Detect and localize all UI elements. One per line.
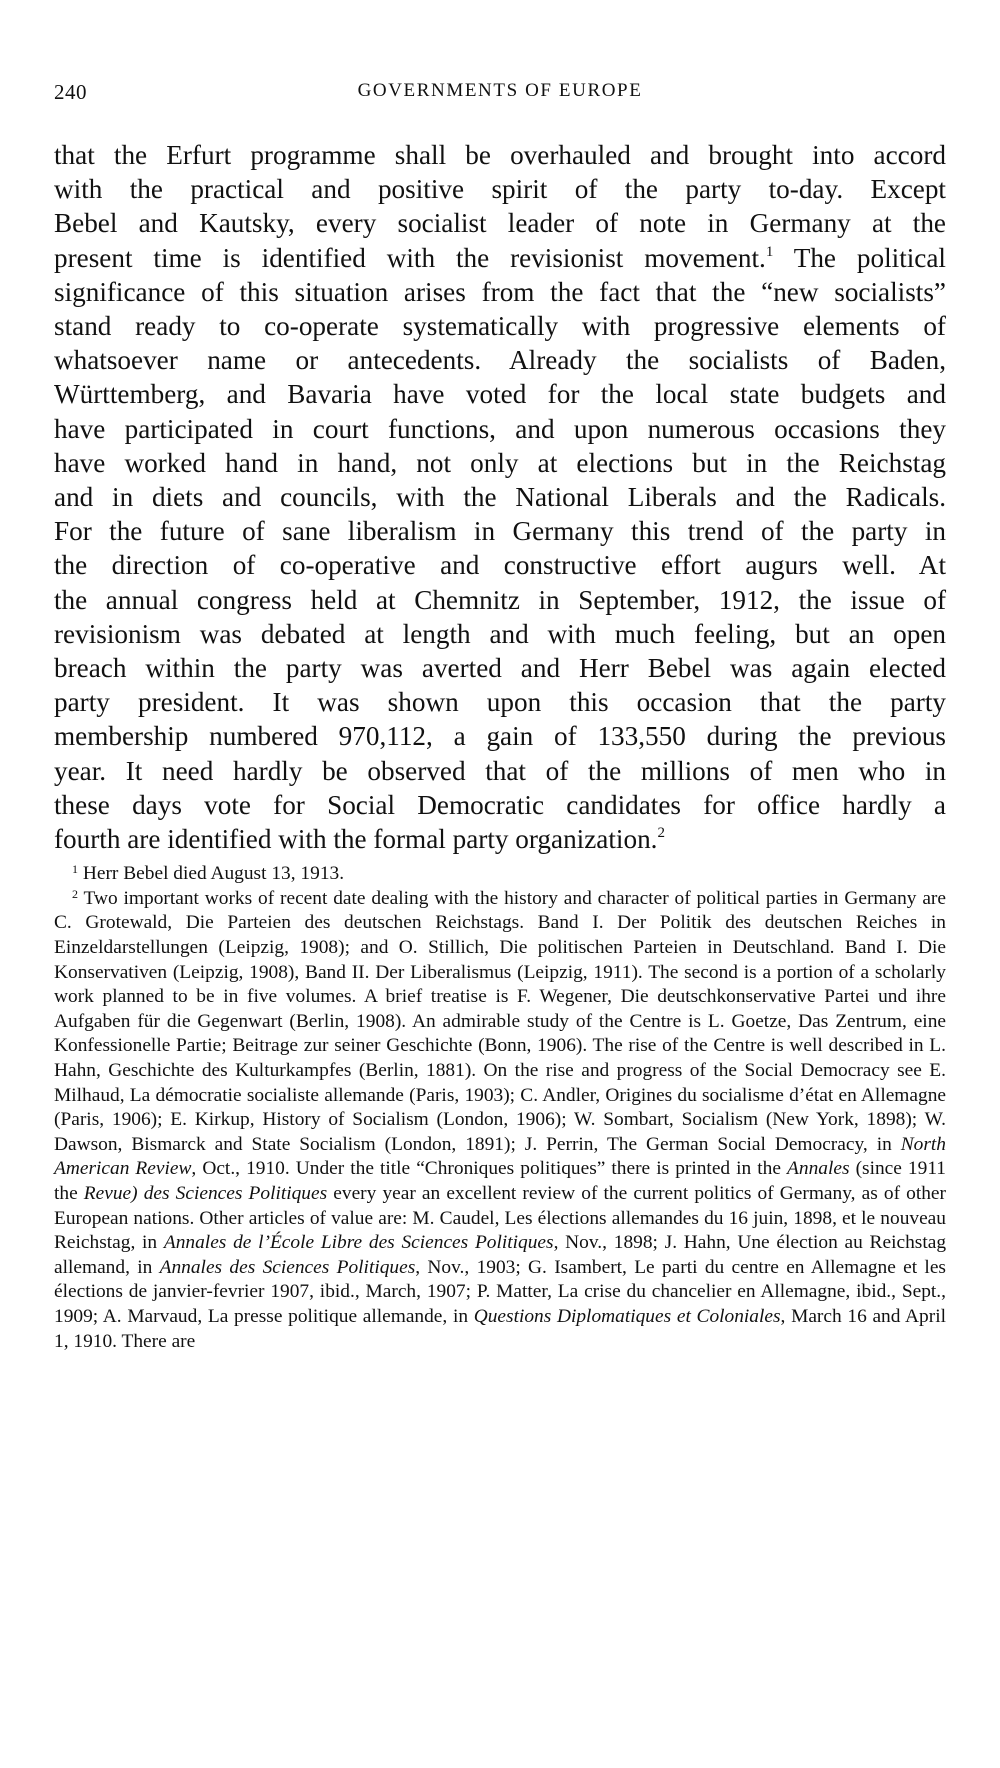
footnote-text: (since 1911 the	[54, 1158, 946, 1204]
body-line: party president. It was shown upon this occasion that the party	[54, 687, 946, 718]
body-line: membership numbered 970,112, a gain of 133,550 during the previous	[54, 721, 946, 752]
body-line	[54, 241, 946, 275]
body-line: significance of this situation arises from the fact that the “new socialists”	[54, 276, 946, 307]
body-line: For the future of sane liberalism in Germany this trend of the party in	[54, 516, 946, 547]
body-line: have participated in court functions, and upon numerous occasions they	[54, 413, 946, 444]
body-line: revisionism was debated at length and with much feeling, but an open	[54, 618, 946, 649]
body-line: Bebel and Kautsky, every socialist leader of note in Germany at the	[54, 208, 946, 239]
body-line: stand ready to co-operate systematically with progressive elements of	[54, 311, 946, 342]
footnote-text: , March 16 and April 1, 1910. There are	[54, 1305, 946, 1352]
citation-title: Annales des Sciences Politiques	[159, 1256, 416, 1278]
footnote-text: Herr Bebel died August 13, 1913.	[82, 863, 345, 885]
running-head	[54, 72, 946, 108]
citation-title: Questions Diplomatiques et Coloniales	[473, 1305, 781, 1327]
body-line: the annual congress held at Chemnitz in September, 1912, the issue of	[54, 584, 946, 615]
body-line: whatsoever name or antecedents. Already the socialists of Baden,	[54, 345, 946, 376]
footnotes	[54, 862, 946, 1354]
citation-title: Annales de l’École Libre des Sciences Politiques	[163, 1232, 554, 1254]
body-line: have worked hand in hand, not only at elections but in the Reichstag	[54, 447, 946, 478]
citation-title: North American Review	[54, 1133, 946, 1180]
citation-title: Revue) des Sciences Politiques	[83, 1182, 328, 1204]
footnote-ref-2: 2	[657, 825, 665, 842]
footnote-text: , Oct., 1910. Under the title “Chroniques politiques” there is printed in the	[191, 1158, 788, 1180]
footnote-text: , Nov., 1903; G. Isambert, Le parti du centre en Allemagne et les élections de janvier-fevrier 1907, ibid., March, 1907; P. Matter, La crise du chancelier en Allemagne, ibid., Sept., 1909; A. Marvaud, La presse politique allemande, in	[54, 1256, 946, 1327]
body-line: the direction of co-operative and constructive effort augurs well. At	[54, 550, 946, 581]
footnote-text: every year an excellent review of the current politics of Germany, as of other European nations. Other articles of value are: M. Caudel, Les élections allemandes du 16 juin, 1898, et le nouveau Reichstag, in	[54, 1182, 946, 1254]
footnote-text: , Nov., 1898; J. Hahn, Une élection au Reichstag allemand, in	[54, 1232, 947, 1278]
citation-title: Annales	[787, 1158, 850, 1180]
footnote-1	[54, 862, 946, 887]
body-line: Württemberg, and Bavaria have voted for the local state budgets and	[54, 379, 946, 410]
body-line: with the practical and positive spirit of the party to-day. Except	[54, 174, 946, 205]
book-page	[54, 72, 946, 1354]
body-line-text: present time is identified with the revisionist movement.	[54, 242, 766, 273]
footnote-text: Two important works of recent date dealing with the history and character of political parties in Germany are C. Grotewald, Die Parteien des deutschen Reichstags. Band I. Der Politik des deutschen Reiches in Einzeldarstellungen (Leipzig, 1908); and O. Stillich, Die politischen Parteien in Deutschland. Band I. Die Konservativen (Leipzig, 1908), Band II. Der Liberalismus (Leipzig, 1911). The second is a portion of a scholarly work planned to be in five volumes. A brief treatise is F. Wegener, Die deutschkonservative Partei und ihre Aufgaben für die Gegenwart (Berlin, 1908). An admirable study of the Centre is L. Goetze, Das Zentrum, eine Konfessionelle Partie; Beitrage zur seiner Geschichte (Bonn, 1906). The rise of the Centre is well described in L. Hahn, Geschichte des Kulturkampfes (Berlin, 1881). On the rise and progress of the Social Democracy see E. Milhaud, La démocratie socialiste allemande (Paris, 1903); C. Andler, Origines du socialisme d’état en Allemagne (Paris, 1906); E. Kirkup, History of Socialism (London, 1906); W. Sombart, Socialism (New York, 1898); W. Dawson, Bismarck and State Socialism (London, 1891); J. Perrin, The German Social Democracy, in	[54, 887, 947, 1155]
body-line-text: The political	[773, 242, 946, 273]
running-title: GOVERNMENTS OF EUROPE	[357, 80, 643, 101]
footnote-mark: 1	[72, 862, 78, 877]
footnote-ref-1: 1	[765, 243, 774, 260]
body-line: year. It need hardly be observed that of the millions of men who in	[54, 755, 946, 786]
body-line	[54, 822, 946, 856]
footnote-mark: 2	[72, 886, 78, 901]
body-line: that the Erfurt programme shall be overhauled and brought into accord	[54, 140, 946, 170]
footnote-2	[54, 887, 946, 1354]
body-line: breach within the party was averted and Herr Bebel was again elected	[54, 653, 946, 684]
body-line: these days vote for Social Democratic candidates for office hardly a	[54, 789, 946, 820]
body-line: and in diets and councils, with the National Liberals and the Radicals.	[54, 482, 946, 513]
body-line-text: fourth are identified with the formal party organization.	[54, 824, 658, 855]
page-number: 240	[54, 80, 87, 104]
body-paragraph	[54, 138, 946, 856]
